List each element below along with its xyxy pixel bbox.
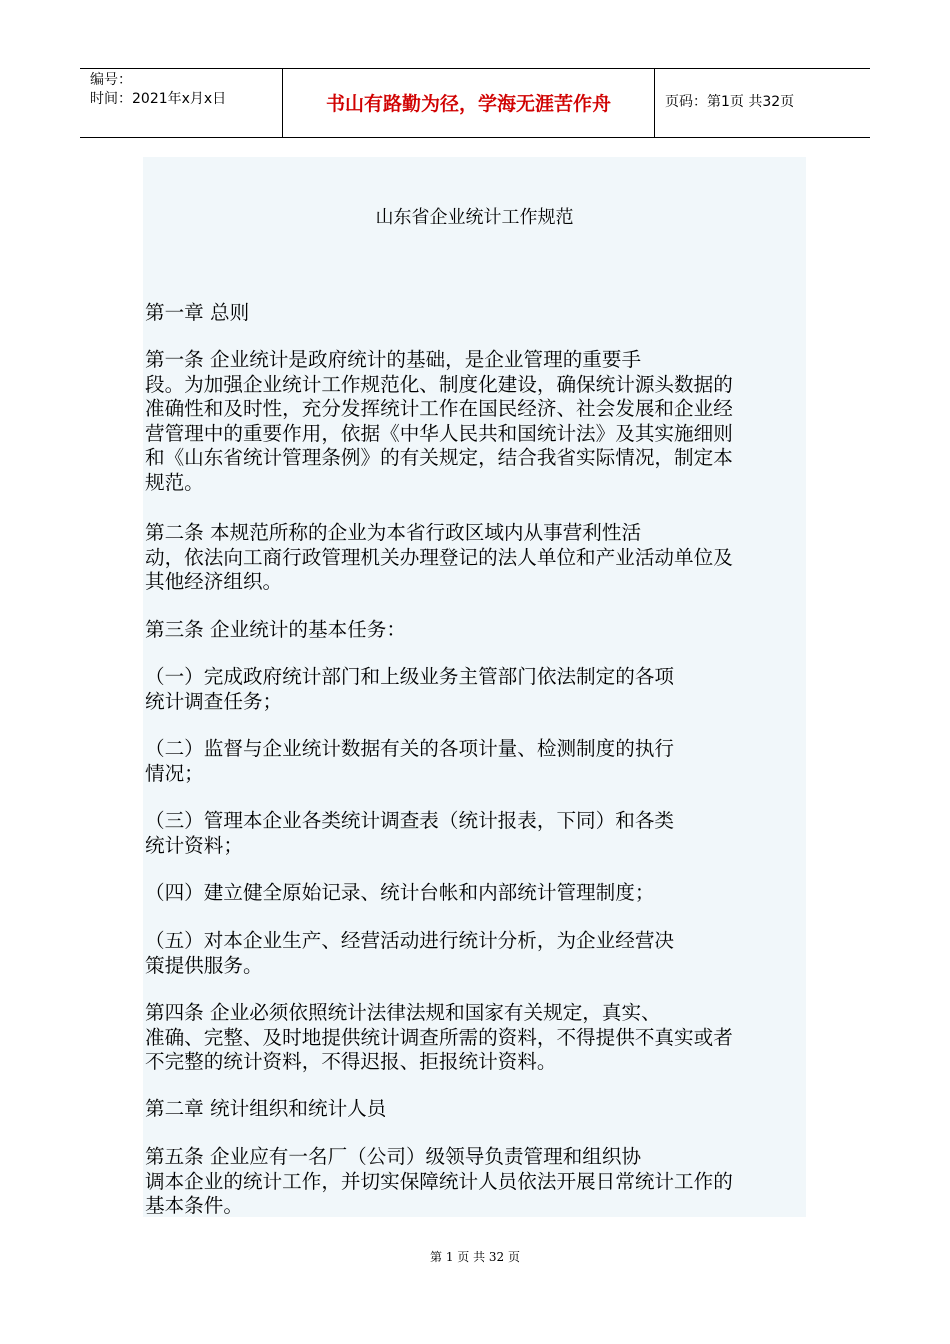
paragraph-line: 第一条 企业统计是政府统计的基础，是企业管理的重要手 bbox=[145, 348, 642, 371]
paragraph-line: （五）对本企业生产、经营活动进行统计分析，为企业经营决 bbox=[145, 929, 675, 952]
paragraph-line: 营管理中的重要作用，依据《中华人民共和国统计法》及其实施细则 bbox=[145, 421, 733, 445]
paragraph-line: 不完整的统计资料，不得迟报、拒报统计资料。 bbox=[145, 1050, 557, 1073]
number-label: 编号： bbox=[90, 72, 132, 88]
paragraph-line: （二）监督与企业统计数据有关的各项计量、检测制度的执行 bbox=[145, 737, 675, 760]
page-info: 页码：第1页 共32页 bbox=[665, 94, 795, 110]
paragraph-line: 情况； bbox=[145, 761, 204, 785]
article-3 bbox=[145, 618, 807, 643]
paragraph-line: 统计调查任务； bbox=[145, 689, 283, 713]
paragraph-line: 第三条 企业统计的基本任务： bbox=[145, 618, 406, 641]
chapter-2-heading bbox=[145, 1097, 807, 1122]
paragraph-line: 第四条 企业必须依照统计法律法规和国家有关规定，真实、 bbox=[145, 1001, 661, 1024]
page-footer: 第 1 页 共 32 页 bbox=[430, 1250, 520, 1264]
task-item-5 bbox=[145, 929, 807, 978]
header-table bbox=[80, 68, 870, 138]
task-item-3 bbox=[145, 809, 807, 858]
paragraph-line: 准确性和及时性，充分发挥统计工作在国民经济、社会发展和企业经 bbox=[145, 397, 733, 420]
paragraph-line: 规范。 bbox=[145, 470, 204, 494]
paragraph-line: 第一章 总则 bbox=[145, 301, 250, 324]
paragraph-line: 动，依法向工商行政管理机关办理登记的法人单位和产业活动单位及 bbox=[145, 545, 733, 569]
task-item-4 bbox=[145, 881, 807, 906]
paragraph-line: （一）完成政府统计部门和上级业务主管部门依法制定的各项 bbox=[145, 665, 675, 688]
task-item-2 bbox=[145, 737, 807, 786]
article-1 bbox=[145, 348, 807, 495]
paragraph-line: 调本企业的统计工作，并切实保障统计人员依法开展日常统计工作的 bbox=[145, 1169, 733, 1193]
header-info-cell bbox=[80, 69, 283, 137]
paragraph-line: 统计资料； bbox=[145, 833, 243, 857]
chapter-1-heading bbox=[145, 301, 807, 326]
header-motto-cell bbox=[283, 69, 655, 137]
paragraph-line: 准确、完整、及时地提供统计调查所需的资料，不得提供不真实或者 bbox=[145, 1025, 733, 1049]
paragraph-line: 策提供服务。 bbox=[145, 953, 263, 977]
paragraph-line: 和《山东省统计管理条例》的有关规定，结合我省实际情况，制定本 bbox=[145, 446, 733, 469]
paragraph-line: （三）管理本企业各类统计调查表（统计报表，下同）和各类 bbox=[145, 809, 675, 832]
paragraph-line: 第二条 本规范所称的企业为本省行政区域内从事营利性活 bbox=[145, 521, 642, 544]
article-4 bbox=[145, 1001, 807, 1075]
paragraph-line: 其他经济组织。 bbox=[145, 570, 283, 593]
article-2 bbox=[145, 521, 807, 595]
paragraph-line: 第五条 企业应有一名厂（公司）级领导负责管理和组织协 bbox=[145, 1145, 642, 1168]
task-item-1 bbox=[145, 665, 807, 714]
article-5 bbox=[145, 1145, 807, 1219]
paragraph-line: 基本条件。 bbox=[145, 1194, 243, 1217]
paragraph-line: （四）建立健全原始记录、统计台帐和内部统计管理制度； bbox=[145, 881, 655, 904]
document-title: 山东省企业统计工作规范 bbox=[375, 207, 574, 228]
paragraph-line: 段。为加强企业统计工作规范化、制度化建设，确保统计源头数据的 bbox=[145, 372, 733, 396]
header-page-cell bbox=[655, 69, 870, 137]
date-label: 时间：2021年x月x日 bbox=[90, 91, 227, 107]
motto-text: 书山有路勤为径，学海无涯苦作舟 bbox=[325, 93, 611, 115]
paragraph-line: 第二章 统计组织和统计人员 bbox=[145, 1097, 387, 1120]
